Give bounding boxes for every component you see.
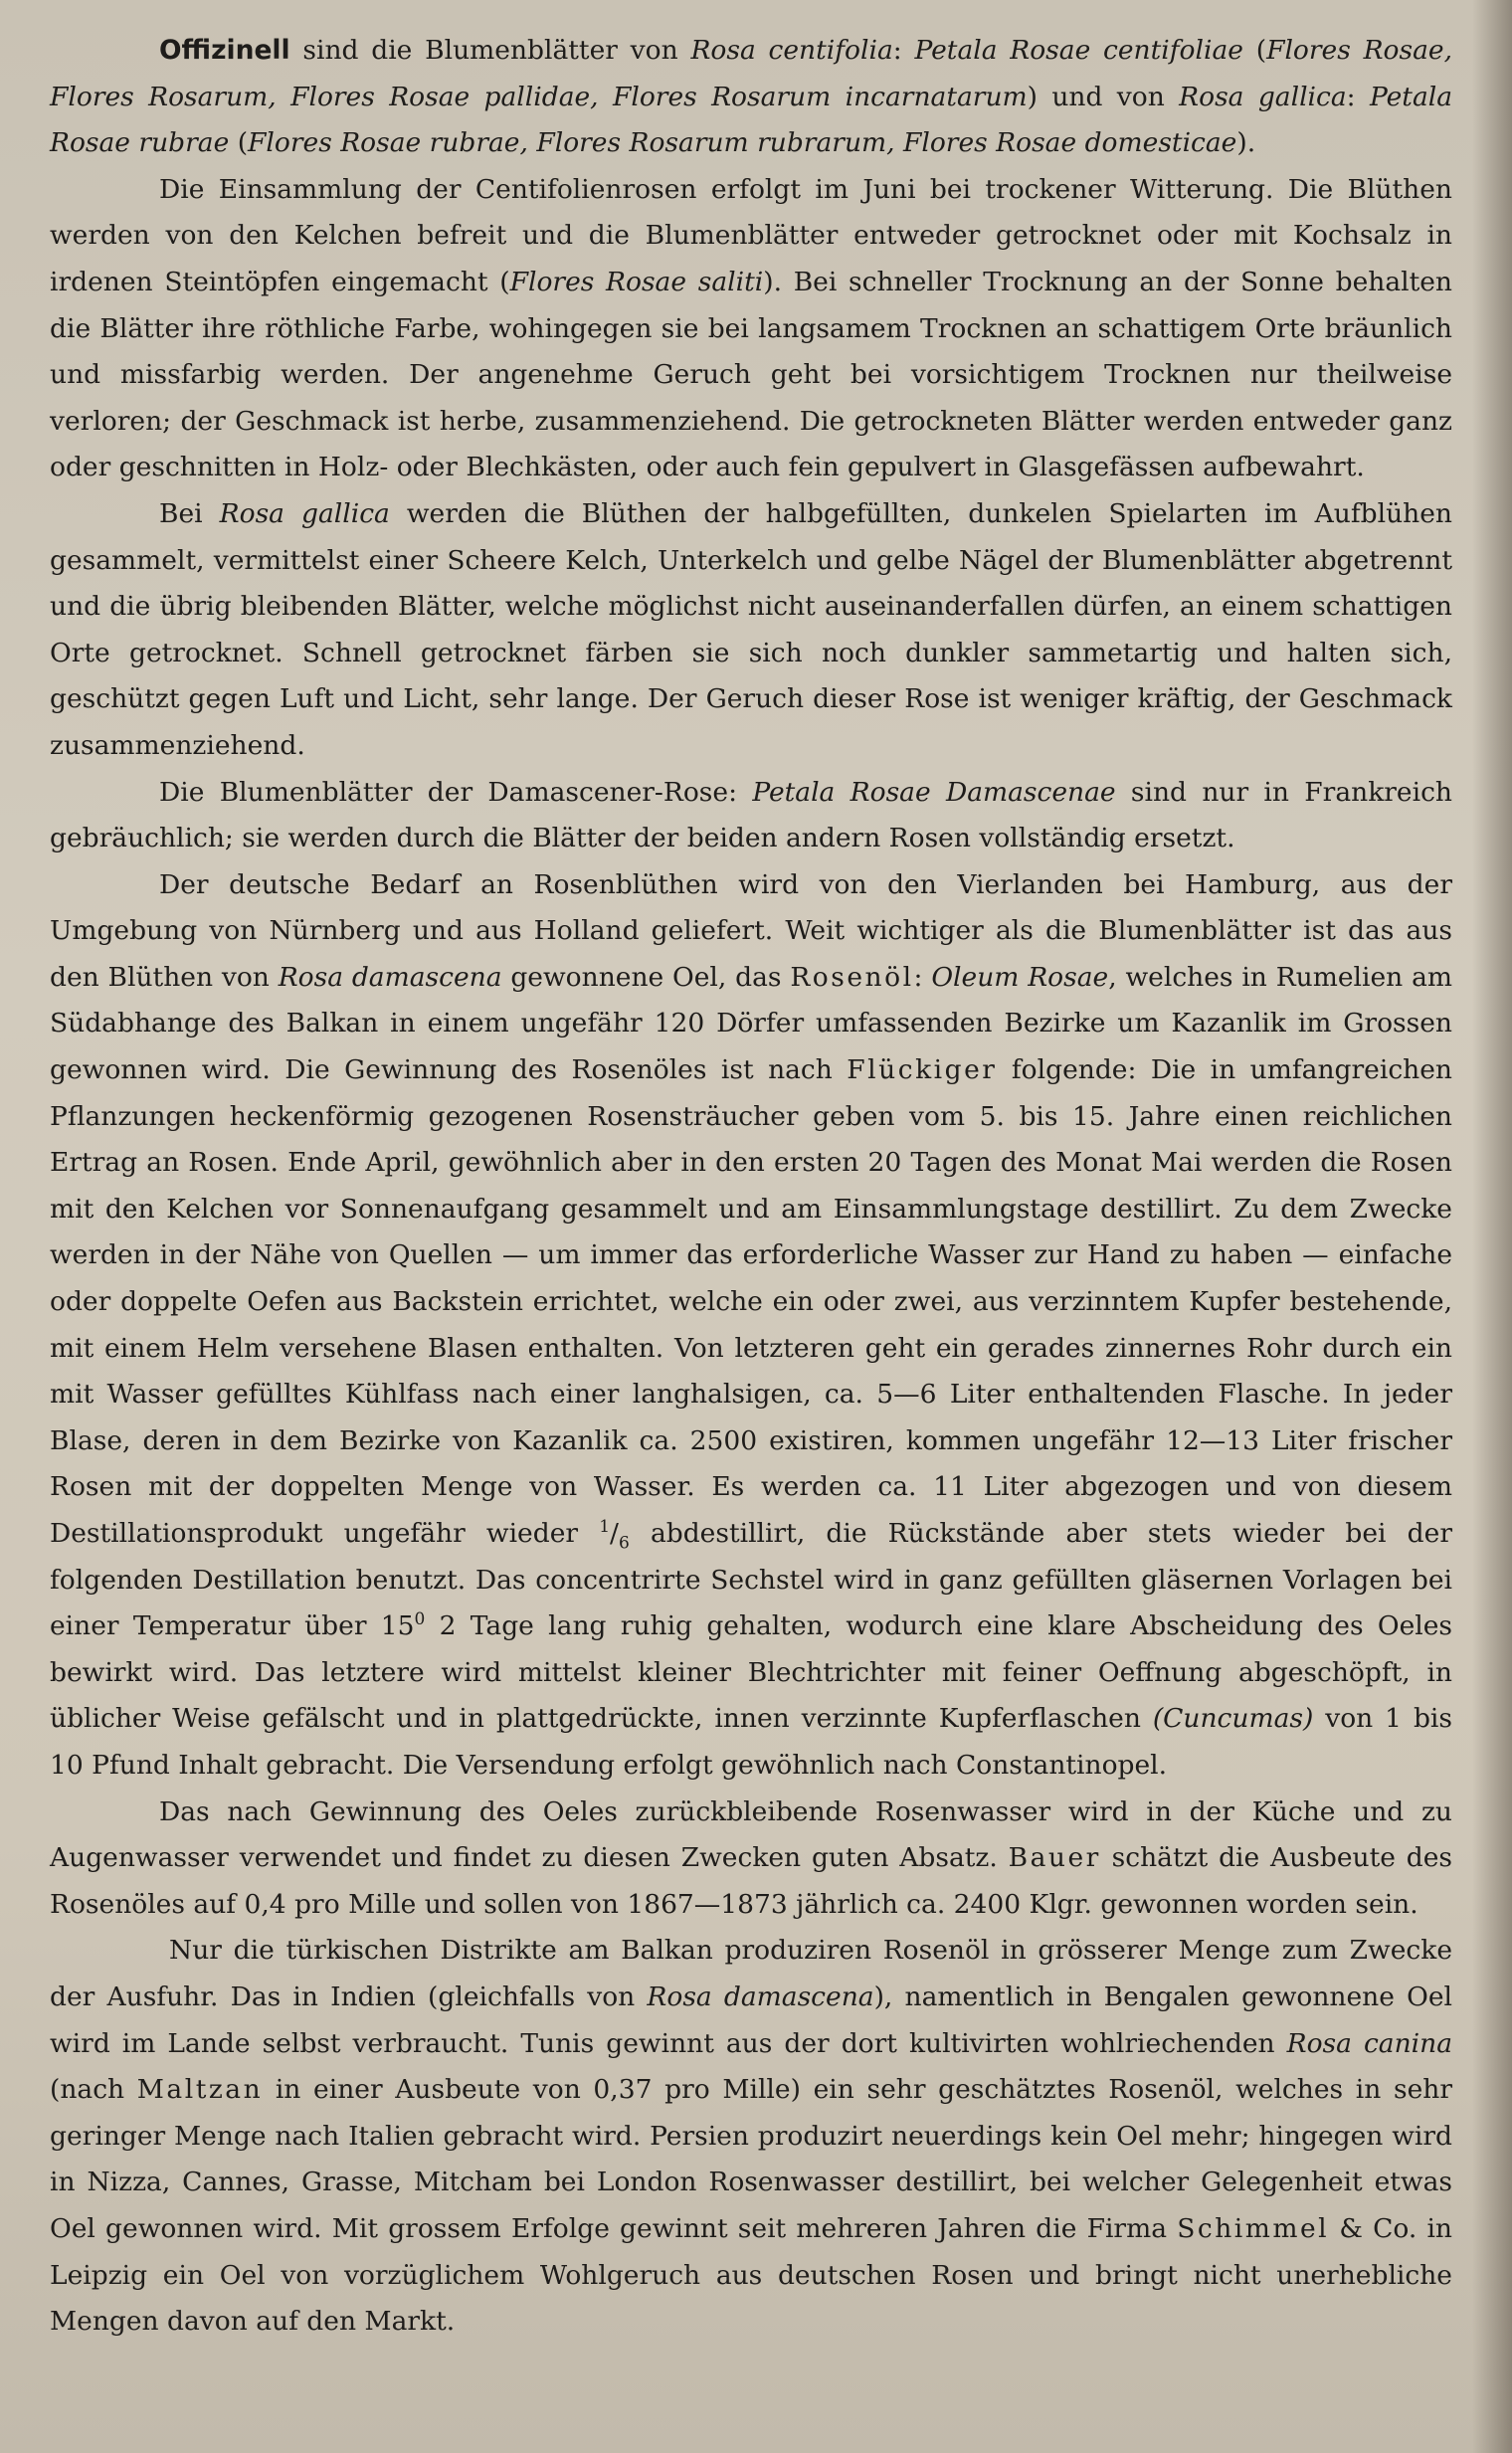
text-run: schätzt die Ausbeute des Rosenöles auf 0,4 pro Mille und sollen von 1867—1873 jährlich ca. 2400 Klgr. gewonnen worden sein. xyxy=(50,1842,1452,1920)
text-run: folgende: Die in umfangreichen Pflanzungen heckenförmig gezogenen Rosensträucher geben vom 5. bis 15. Jahre einen reichlichen Ertrag an Rosen. Ende April, gewöhnlich aber in den ersten 20 Tagen des Monat Mai werden die Rosen mit den Kelchen vor Sonnenaufgang gesammelt und am Einsammlungstage destillirt. Zu dem Zwecke werden in der Nähe von Quellen — um immer das erforderliche Wasser zur Hand zu haben — einfache oder doppelte Oefen aus Backstein errichtet, welche ein oder zwei, aus verzinntem Kupfer bestehende, mit einem Helm versehene Blasen enthalten. Von letzteren geht ein gerades zinnernes Rohr durch ein mit Wasser gefülltes Kühlfass nach einer langhalsigen, ca. 5—6 Liter enthaltenden Flasche. In jeder Blase, deren in dem Bezirke von Kazanlik ca. 2500 existiren, kommen ungefähr 12—13 Liter frischer Rosen mit der doppelten Menge von Wasser. Es werden ca. 11 Liter abgezogen und von diesem Destillationsprodukt ungefähr wieder xyxy=(50,1054,1452,1549)
paragraph-rose-oil: Der deutsche Bedarf an Rosenblüthen wird von den Vierlanden bei Hamburg, aus der Umgebung von Nürnberg und aus Holland geliefert. Weit wichtiger als die Blumenblätter ist das aus den Blüthen von Rosa damascena gewonnene Oel, das Rosenöl: Oleum Rosae, welches in Rumelien am Südabhange des Balkan in einem ungefähr 120 Dörfer umfassenden Bezirke um Kazanlik im Grossen gewonnen wird. Die Gewinnung des Rosenöles ist nach Flückiger folgende: Die in umfangreichen Pflanzungen heckenförmig gezogenen Rosensträucher geben vom 5. bis 15. Jahre einen reichlichen Ertrag an Rosen. Ende April, gewöhnlich aber in den ersten 20 Tagen des Monat Mai werden die Rosen mit den Kelchen vor Sonnenaufgang gesammelt und am Einsammlungstage destillirt. Zu dem Zwecke werden in der Nähe von Quellen — um immer das erforderliche Wasser zur Hand zu haben — einfache oder doppelte Oefen aus Backstein errichtet, welche ein oder zwei, aus verzinntem Kupfer bestehende, mit einem Helm versehene Blasen enthalten. Von letzteren geht ein gerades zinnernes Rohr durch ein mit Wasser gefülltes Kühlfass nach einer langhalsigen, ca. 5—6 Liter enthaltenden Flasche. In jeder Blase, deren in dem Bezirke von Kazanlik ca. 2500 existiren, kommen ungefähr 12—13 Liter frischer Rosen mit der doppelten Menge von Wasser. Es werden ca. 11 Liter abgezogen und von diesem Destillationsprodukt ungefähr wieder $^1/_6$ abdestillirt, die Rückstände aber stets wieder bei der folgenden Destillation benutzt. Das concentrirte Sechstel wird in ganz gefüllten gläsernen Vorlagen bei einer Temperatur über $15^0$ 2 Tage lang ruhig gehalten, wodurch eine klare Abscheidung des Oeles bewirkt wird. Das letztere wird mittelst kleiner Blechtrichter mit feiner Oeffnung abgeschöpft, in üblicher Weise gefälscht und in plattgedrückte, innen verzinnte Kupferflaschen (Cuncumas) von 1 bis 10 Pfund Inhalt gebracht. Die Versendung erfolgt gewöhnlich nach Constantinopel. xyxy=(50,868,1453,1781)
paragraph-rosa-gallica xyxy=(50,491,1452,770)
paragraph-production xyxy=(50,1928,1452,2345)
author-name: Bauer xyxy=(1008,1842,1101,1874)
text-run: Nur die türkischen Distrikte am Balkan produziren Rosenöl in grösserer Menge zum Zwecke der Ausfuhr. Das in Indien (gleichfalls von xyxy=(50,1935,1452,2012)
text-run: sind nur in Frankreich gebräuchlich; sie werden durch die Blätter der beiden andern Rosen vollständig ersetzt. xyxy=(50,776,1452,854)
text-run: Der deutsche Bedarf an Rosenblüthen wird von den Vierlanden bei Hamburg, aus der Umgebung von Nürnberg und aus Holland geliefert. Weit wichtiger als die Blumenblätter ist das aus den Blüthen von xyxy=(50,868,1452,993)
author-name: Maltzan xyxy=(136,2074,264,2106)
latin-name: Rosa gallica xyxy=(219,497,390,529)
text-run: & Co. in Leipzig ein Oel von vorzüglichem Wohlgeruch aus deutschen Rosen und bringt nicht unerhebliche Mengen davon auf den Markt. xyxy=(50,2212,1452,2338)
latin-name: (Cuncumas) xyxy=(1152,1703,1314,1735)
latin-name: Petala Rosae centifoliae xyxy=(914,35,1243,66)
text-run: sind die Blumenblätter von xyxy=(289,35,691,66)
text-run: Die Blumenblätter der Damascener-Rose: xyxy=(159,776,753,808)
text-run: , welches in Rumelien am Südabhange des Balkan in einem ungefähr 120 Dörfer umfassenden Bezirke um Kazanlik im Grossen gewonnen wird. Die Gewinnung des Rosenöles ist nach xyxy=(50,961,1452,1086)
latin-name: Petala Rosae rubrae xyxy=(50,81,1453,159)
latin-name: Oleum Rosae xyxy=(931,961,1109,993)
latin-name: Flores Rosae saliti xyxy=(509,266,764,297)
text-run: ), namentlich in Bengalen gewonnene Oel wird im Lande selbst verbraucht. Tunis gewinnt aus der dort kultivirten wohlriechenden xyxy=(50,1981,1452,2059)
text-run: gewonnene Oel, das xyxy=(501,961,791,993)
text-run: Bei xyxy=(159,497,220,529)
paragraph-damascene xyxy=(50,770,1452,862)
paragraph-officinal xyxy=(50,28,1452,167)
paragraph-rose-water xyxy=(50,1790,1452,1929)
text-run: 2 Tage lang ruhig gehalten, wodurch eine klare Abscheidung des Oeles bewirkt wird. Das letztere wird mittelst kleiner Blechtrichter mit feiner Oeffnung abgeschöpft, in üblicher Weise gefälscht und in plattgedrückte, innen verzinnte Kupferflaschen xyxy=(50,1610,1453,1735)
text-run: Die Einsammlung der Centifolienrosen erfolgt im Juni bei trockener Witterung. Die Blüthen werden von den Kelchen befreit und die Blumenblätter entweder getrocknet oder mit Kochsalz in irdenen Steintöpfen eingemacht ( xyxy=(50,173,1452,297)
degree-sign: 0 xyxy=(414,1609,426,1630)
author-name: Flückiger xyxy=(847,1054,998,1086)
text-run: von 1 bis 10 Pfund Inhalt gebracht. Die Versendung erfolgt gewöhnlich nach Constantinopel. xyxy=(50,1703,1452,1781)
text-run: Das nach Gewinnung des Oeles zurückbleibende Rosenwasser wird in der Küche und zu Augenwasser verwendet und findet zu diesen Zwecken guten Absatz. xyxy=(50,1795,1452,1874)
lead-word: Offizinell xyxy=(159,35,290,66)
latin-name: Rosa damascena xyxy=(278,961,502,993)
text-run: ) und von xyxy=(1027,81,1180,112)
company-name: Schimmel xyxy=(1177,2212,1330,2244)
latin-name: Flores Rosae, Flores Rosarum, Flores Rosae pallidae, Flores Rosarum incarnatarum xyxy=(50,35,1453,112)
latin-name: Rosa canina xyxy=(1286,2027,1452,2059)
latin-name: Flores Rosae rubrae, Flores Rosarum rubrarum, Flores Rosae domesticae xyxy=(248,127,1237,159)
text-run: : xyxy=(913,961,932,993)
text-run: ( xyxy=(229,127,249,159)
latin-name: Rosa centifolia xyxy=(690,35,893,66)
fraction-numerator: 1 xyxy=(599,1517,611,1538)
text-run: werden die Blüthen der halbgefüllten, dunkelen Spielarten im Aufblühen gesammelt, vermittelst einer Scheere Kelch, Unterkelch und gelbe Nägel der Blumenblätter abgetrennt und die übrig bleibenden Blätter, welche möglichst nicht auseinanderfallen dürfen, an einem schattigen Orte getrocknet. Schnell getrocknet färben sie sich noch dunkler sammetartig und halten sich, geschützt gegen Luft und Licht, sehr lange. Der Geruch dieser Rose ist weniger kräftig, der Geschmack zusammenziehend. xyxy=(50,497,1452,761)
latin-name: Petala Rosae Damascenae xyxy=(752,776,1116,808)
text-run: (nach xyxy=(50,2074,137,2106)
text-run: ). Bei schneller Trocknung an der Sonne behalten die Blätter ihre röthliche Farbe, wohingegen sie bei langsamem Trocknen an schattigem Orte bräunlich und missfarbig werden. Der angenehme Geruch geht bei vorsichtigem Trocknen nur theilweise verloren; der Geschmack ist herbe, zusammenziehend. Die getrockneten Blätter werden entweder ganz oder geschnitten in Holz- oder Blechkästen, oder auch fein gepulvert in Glasgefässen aufbewahrt. xyxy=(50,266,1452,483)
text-run: in einer Ausbeute von 0,37 pro Mille) ein sehr geschätztes Rosenöl, welches in sehr geringer Menge nach Italien gebracht wird. Persien produzirt neuerdings kein Oel mehr; hingegen wird in Nizza, Cannes, Grasse, Mitcham bei London Rosenwasser destillirt, bei welcher Gelegenheit etwas Oel gewonnen wird. Mit grossem Erfolge gewinnt seit mehreren Jahren die Firma xyxy=(50,2074,1452,2244)
text-run: : xyxy=(1346,81,1370,112)
text-run: : xyxy=(892,35,915,66)
text-run: ). xyxy=(1236,127,1256,159)
paragraph-collection xyxy=(50,167,1452,491)
latin-name: Rosa gallica xyxy=(1179,81,1347,112)
latin-name: Rosa damascena xyxy=(647,1981,874,2012)
text-run: abdestillirt, die Rückstände aber stets wieder bei der folgenden Destillation benutzt. Das concentrirte Sechstel wird in ganz gefüllten gläsernen Vorlagen bei einer Temperatur über 15 xyxy=(50,1518,1452,1642)
text-run: ( xyxy=(1242,35,1267,66)
fraction-denominator: 6 xyxy=(618,1533,630,1554)
spaced-term: Rosenöl xyxy=(790,961,914,993)
